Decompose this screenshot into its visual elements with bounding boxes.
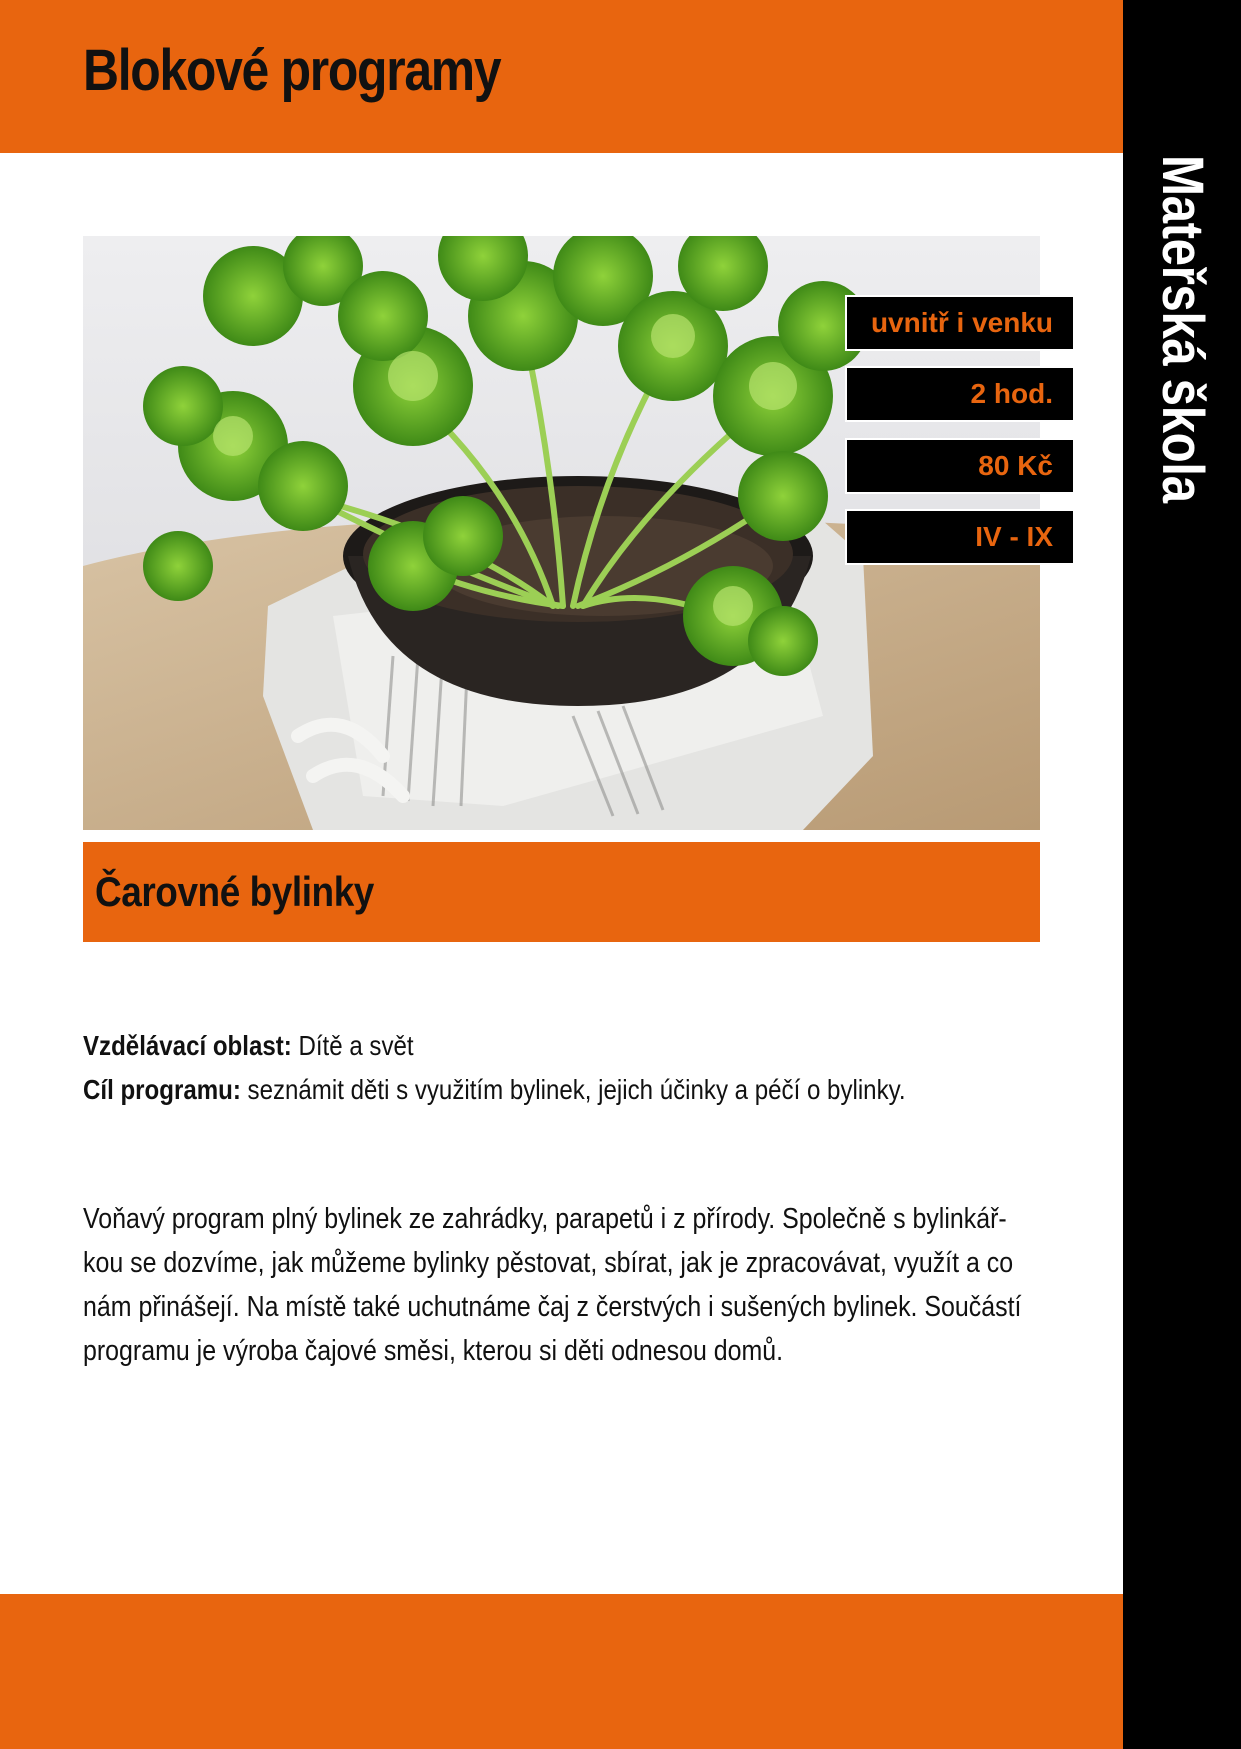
tag-location: uvnitř i venku (845, 295, 1075, 351)
top-banner (0, 0, 1123, 153)
program-title: Čarovné bylinky (95, 868, 374, 915)
program-goal-label: Cíl programu: (83, 1074, 241, 1105)
tag-price: 80 Kč (845, 438, 1075, 494)
education-area-label: Vzdělávací oblast: (83, 1030, 292, 1061)
description-line: programu je výroba čajové směsi, kterou si děti odnesou domů. (83, 1335, 784, 1367)
side-banner-label: Mateřská škola (1150, 155, 1215, 503)
description-line: kou se dozvíme, jak můžeme bylinky pěstovat, sbírat, jak je zpracovávat, využít a co (83, 1247, 1014, 1279)
program-meta (83, 1024, 909, 1112)
tag-duration: 2 hod. (845, 366, 1075, 422)
page-title: Blokové programy (83, 38, 501, 103)
education-area-value: Dítě a svět (291, 1030, 414, 1061)
description-line: nám přinášejí. Na místě také uchutnáme čaj z čerstvých i sušených bylinek. Součástí (83, 1291, 1022, 1323)
program-title-bar (83, 842, 1040, 942)
description-line: Voňavý program plný bylinek ze zahrádky, parapetů i z přírody. Společně s bylinkář- (83, 1203, 1007, 1235)
education-area-line (83, 1024, 909, 1068)
program-description (83, 1197, 1038, 1373)
program-goal-value: seznámit děti s využitím bylinek, jejich účinky a péčí o bylinky. (240, 1074, 906, 1105)
program-goal-line (83, 1068, 909, 1112)
bottom-banner (0, 1594, 1123, 1749)
tag-months: IV - IX (845, 509, 1075, 565)
